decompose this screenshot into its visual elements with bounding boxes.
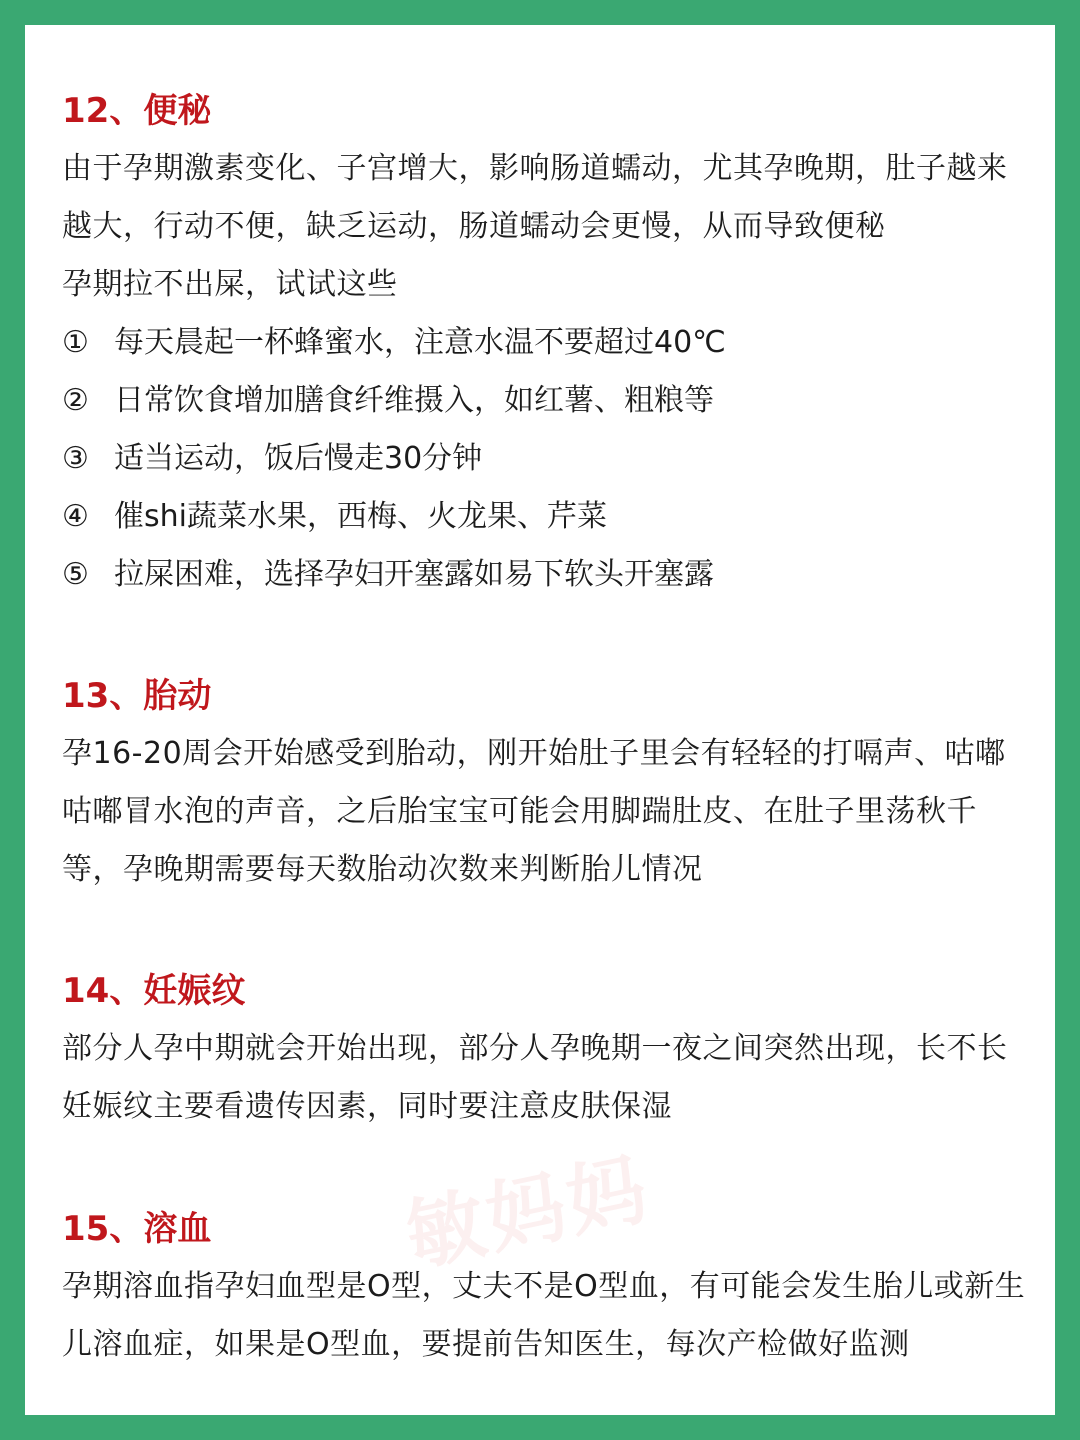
- list-item: [62, 372, 1032, 430]
- watermark-logo: 敏妈妈: [398, 1143, 659, 1284]
- list-item: [62, 546, 1032, 604]
- tips-list: [62, 314, 1032, 604]
- section-heading: 12、便秘: [62, 91, 212, 131]
- list-text: 适当运动，饭后慢走30分钟: [114, 441, 483, 476]
- list-text: 每天晨起一杯蜂蜜水，注意水温不要超过40℃: [114, 325, 726, 360]
- list-number: ⑤: [62, 557, 89, 592]
- section-fetal-movement: [62, 675, 1032, 899]
- list-text: 日常饮食增加膳食纤维摄入，如红薯、粗粮等: [114, 383, 714, 418]
- list-item: [62, 314, 1032, 372]
- list-item: [62, 488, 1032, 546]
- section-heading: 15、溶血: [62, 1209, 212, 1249]
- section-paragraph: 孕期溶血指孕妇血型是O型，丈夫不是O型血，有可能会发生胎儿或新生儿溶血症，如果是O型血，要提前告知医生，每次产检做好监测: [62, 1269, 1026, 1362]
- section-stretch-marks: [62, 970, 1032, 1136]
- section-paragraph: 由于孕期激素变化、子宫增大，影响肠道蠕动，尤其孕晚期，肚子越来越大，行动不便，缺乏运动，肠道蠕动会更慢，从而导致便秘: [62, 151, 1008, 244]
- list-text: 拉屎困难，选择孕妇开塞露如易下软头开塞露: [114, 557, 714, 592]
- list-item: [62, 430, 1032, 488]
- list-number: ④: [62, 499, 89, 534]
- section-constipation: [62, 90, 1032, 604]
- section-paragraph: 孕16-20周会开始感受到胎动，刚开始肚子里会有轻轻的打嗝声、咕嘟咕嘟冒水泡的声音，之后胎宝宝可能会用脚踹肚皮、在肚子里荡秋千等，孕晚期需要每天数胎动次数来判断胎儿情况: [62, 736, 1006, 887]
- section-paragraph: 部分人孕中期就会开始出现，部分人孕晚期一夜之间突然出现，长不长妊娠纹主要看遗传因素，同时要注意皮肤保湿: [62, 1031, 1008, 1124]
- list-number: ①: [62, 325, 89, 360]
- list-number: ②: [62, 383, 89, 418]
- section-subheading: 孕期拉不出屎，试试这些: [62, 267, 398, 302]
- section-heading: 14、妊娠纹: [62, 971, 246, 1011]
- content-card: [25, 25, 1055, 1415]
- section-heading: 13、胎动: [62, 676, 212, 716]
- list-text: 催shi蔬菜水果，西梅、火龙果、芹菜: [114, 499, 607, 534]
- list-number: ③: [62, 441, 89, 476]
